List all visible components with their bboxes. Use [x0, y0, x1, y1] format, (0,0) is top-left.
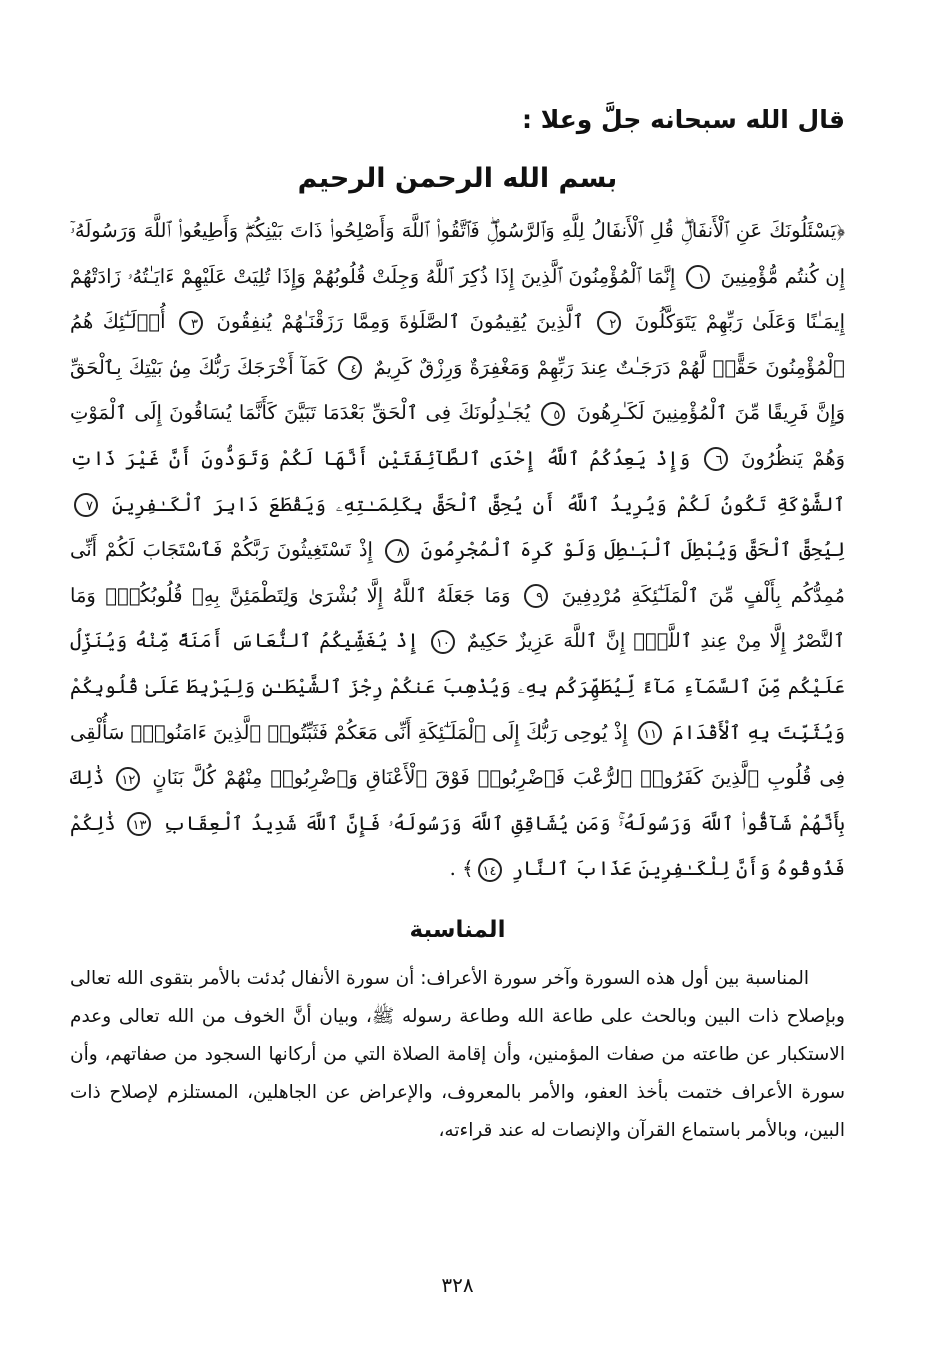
ornate-close-bracket: ﴾ . [449, 857, 474, 881]
document-page [70, 90, 845, 1340]
verse-text: أُو۟لَـٰٓئِكَ هُمُ ٱلْمُؤْمِنُونَ حَقًّاۚ لَّهُمْ دَرَجَـٰتٌ عِندَ رَبِّهِمْ وَمَغْفِرَةٌ وَرِزْقٌ كَرِيمٌ [70, 310, 845, 379]
verse-number-marker: ١٠ [431, 630, 455, 654]
verse-number-marker: ١٣ [127, 812, 151, 836]
verse-text: ذَٰلِكَ بِأَنَّهُمْ شَآقُّوا۟ ٱللَّهَ وَرَسُولَهُۥۚ وَمَن يُشَاقِقِ ٱللَّهَ وَرَسُولَهُۥ فَإِنَّ ٱللَّهَ شَدِيدُ ٱلْعِقَابِ [70, 766, 845, 835]
verse-text: ذَٰلِكُمْ فَذُوقُوهُ وَأَنَّ لِلْكَـٰفِرِينَ عَذَابَ ٱلنَّارِ [70, 811, 845, 881]
verse-number-marker: ٦ [704, 447, 728, 471]
section-heading: المناسبة [409, 917, 506, 943]
verse-text: إِذْ يُغَشِّيكُمُ ٱلنُّعَاسَ أَمَنَةً مِّنْهُ وَيُنَزِّلُ عَلَيْكُم مِّنَ ٱلسَّمَآءِ مَآءً لِّيُطَهِّرَكُم بِهِۦ وَيُذْهِبَ عَنكُمْ رِجْزَ ٱلشَّيْطَـٰنِ وَلِيَرْبِطَ عَلَىٰ قُلُوبِكُمْ وَيُثَبِّتَ بِهِ ٱلْأَقْدَامَ [70, 629, 845, 744]
verse-text: إِنَّمَا ٱلْمُؤْمِنُونَ ٱلَّذِينَ إِذَا ذُكِرَ ٱللَّهُ وَجِلَتْ قُلُوبُهُمْ وَإِذَا تُلِيَتْ عَلَيْهِمْ ءَايَـٰتُهُۥ زَادَتْهُمْ إِيمَـٰنًا وَعَلَىٰ رَبِّهِمْ يَتَوَكَّلُونَ [70, 264, 845, 334]
verse-text: كَمَآ أَخْرَجَكَ رَبُّكَ مِنۢ بَيْتِكَ بِٱلْحَقِّ وَإِنَّ فَرِيقًا مِّنَ ٱلْمُؤْمِنِينَ لَكَـٰرِهُونَ [70, 355, 845, 425]
verse-number-marker: ٥ [541, 402, 565, 426]
verse-text: لِيُحِقَّ ٱلْحَقَّ وَيُبْطِلَ ٱلْبَـٰطِلَ وَلَوْ كَرِهَ ٱلْمُجْرِمُونَ [420, 538, 845, 562]
verse-number-marker: ٤ [338, 356, 362, 380]
basmala-heading: بسم الله الرحمن الرحيم [297, 163, 618, 194]
verse-text: يَسْئَلُونَكَ عَنِ ٱلْأَنفَالِۖ قُلِ ٱلْأَنفَالُ لِلَّهِ وَٱلرَّسُولِۖ فَٱتَّقُوا۟ ٱللَّهَ وَأَصْلِحُوا۟ ذَاتَ بَيْنِكُمْۖ وَأَطِيعُوا۟ ٱللَّهَ وَرَسُولَهُۥٓ إِن كُنتُم مُّؤْمِنِينَ [70, 219, 845, 288]
ornate-open-bracket: ﴿ [836, 219, 845, 242]
verse-text: إِذْ تَسْتَغِيثُونَ رَبَّكُمْ فَٱسْتَجَابَ لَكُمْ أَنِّى مُمِدُّكُم بِأَلْفٍ مِّنَ ٱلْمَلَـٰٓئِكَةِ مُرْدِفِينَ [70, 538, 845, 607]
opening-line: قال الله سبحانه جلَّ وعلا : [522, 105, 845, 134]
verse-number-marker: ٧ [74, 493, 98, 517]
verse-text: يُجَـٰدِلُونَكَ فِى ٱلْحَقِّ بَعْدَمَا تَبَيَّنَ كَأَنَّمَا يُسَاقُونَ إِلَى ٱلْمَوْتِ وَهُمْ يَنظُرُونَ [70, 401, 845, 470]
commentary-paragraph: المناسبة بين أول هذه السورة وآخر سورة الأعراف: أن سورة الأنفال بُدئت بالأمر بتقوى الله تعالى وبإصلاح ذات البين وبالحث على طاعة الله وطاعة رسوله ﷺ، وبيان أنَّ الخوف من الله تعالى وعدم الاستكبار عن طاعته من صفات المؤمنين، وأن إقامة الصلاة التي من أركانها السجود من صفاتهم، وأن سورة الأعراف ختمت بأخذ العفو، والأمر بالمعروف، والإعراض عن الجاهلين، المستلزم لإصلاح ذات البين، وبالأمر باستماع القرآن والإنصات له عند قراءته، [70, 968, 845, 1141]
verse-text: وَإِذْ يَعِدُكُمُ ٱللَّهُ إِحْدَى ٱلطَّآئِفَتَيْنِ أَنَّهَا لَكُمْ وَتَوَدُّونَ أَنَّ غَيْرَ ذَاتِ ٱلشَّوْكَةِ تَكُونُ لَكُمْ وَيُرِيدُ ٱللَّهُ أَن يُحِقَّ ٱلْحَقَّ بِكَلِمَـٰتِهِۦ وَيَقْطَعَ دَابِرَ ٱلْكَـٰفِرِينَ [70, 446, 845, 516]
verse-number-marker: ٢ [597, 311, 621, 335]
verse-number-marker: ١١ [638, 721, 662, 745]
verse-text: إِذْ يُوحِى رَبُّكَ إِلَى ٱلْمَلَـٰٓئِكَةِ أَنِّى مَعَكُمْ فَثَبِّتُوا۟ ٱلَّذِينَ ءَامَنُوا۟ۚ سَأُلْقِى فِى قُلُوبِ ٱلَّذِينَ كَفَرُوا۟ ٱلرُّعْبَ فَٱضْرِبُوا۟ فَوْقَ ٱلْأَعْنَاقِ وَٱضْرِبُوا۟ مِنْهُمْ كُلَّ بَنَانٍ [70, 720, 845, 790]
verse-number-marker: ١ [686, 265, 710, 289]
verse-number-marker: ٩ [524, 584, 548, 608]
verse-text: ٱلَّذِينَ يُقِيمُونَ ٱلصَّلَوٰةَ وَمِمَّا رَزَقْنَـٰهُمْ يُنفِقُونَ [216, 310, 584, 334]
verse-text: وَمَا جَعَلَهُ ٱللَّهُ إِلَّا بُشْرَىٰ وَلِتَطْمَئِنَّ بِهِۦ قُلُوبُكُمْۚ وَمَا ٱلنَّصْرُ إِلَّا مِنْ عِندِ ٱللَّهِۚ إِنَّ ٱللَّهَ عَزِيزٌ حَكِيمٌ [70, 583, 845, 653]
verse-number-marker: ٣ [179, 311, 203, 335]
verse-number-marker: ١٢ [116, 767, 140, 791]
quran-passage [70, 208, 845, 892]
page-number: ٣٢٨ [441, 1273, 474, 1297]
verse-number-marker: ١٤ [478, 858, 502, 882]
verse-number-marker: ٨ [385, 539, 409, 563]
